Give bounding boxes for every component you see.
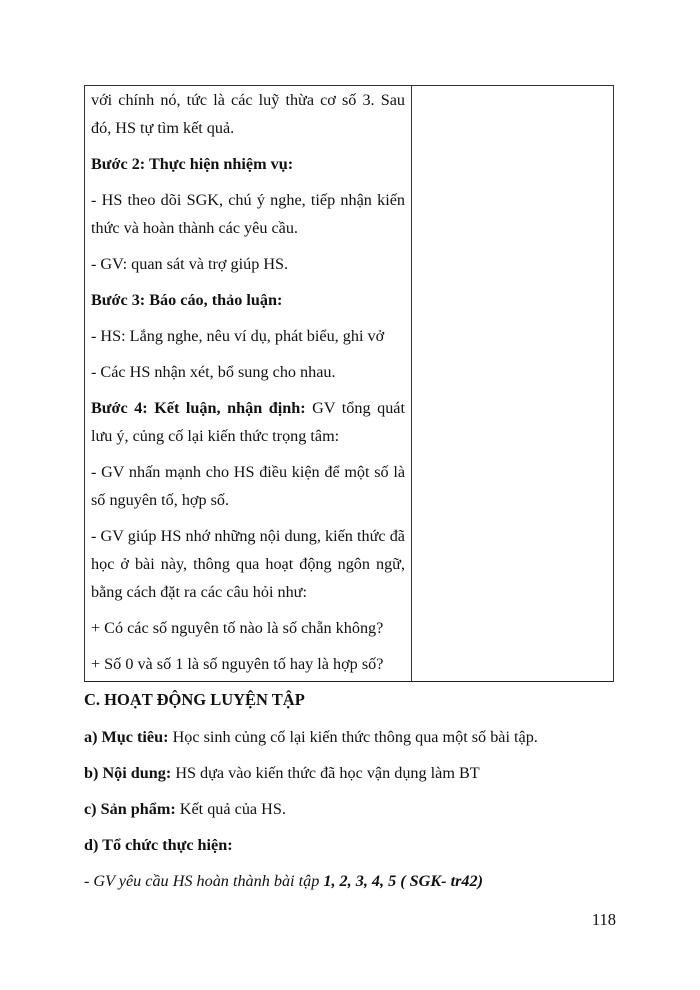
step3-heading-row <box>91 286 405 314</box>
step4-text: GV tổng quát lưu ý, củng cố lại kiến thức trọng tâm: <box>91 399 405 445</box>
question-2: + Số 0 và số 1 là số nguyên tố hay là hợp số? <box>91 655 384 673</box>
objective-line <box>84 723 624 751</box>
question-1: + Có các số nguyên tố nào là số chẵn không? <box>91 619 384 637</box>
section-title: C. HOẠT ĐỘNG LUYỆN TẬP <box>84 690 305 709</box>
task-text: - GV yêu cầu HS hoàn thành bài tập <box>84 872 324 890</box>
step4-paragraph <box>91 394 405 450</box>
task-exercises: 1, 2, 3, 4, 5 ( SGK- tr42) <box>323 872 483 890</box>
step2-item-2: - GV: quan sát và trợ giúp HS. <box>91 255 289 273</box>
step4-item-2: - GV giúp HS nhớ những nội dung, kiến thức đã học ở bài này, thông qua hoạt động ngôn ngữ, bằng cách đặt ra các câu hỏi như: <box>91 527 405 601</box>
page-number: 118 <box>591 910 616 929</box>
product-cell <box>412 86 613 681</box>
objective-text: Học sinh củng cố lại kiến thức thông qua một số bài tập. <box>168 728 538 746</box>
step3-item-1: - HS: Lắng nghe, nêu ví dụ, phát biểu, ghi vở <box>91 327 385 345</box>
organization-line <box>84 831 624 859</box>
step3-heading: Bước 3: Báo cáo, thảo luận: <box>91 291 283 309</box>
step2-heading-row <box>91 150 405 178</box>
step2-item-1: - HS theo dõi SGK, chú ý nghe, tiếp nhận kiến thức và hoàn thành các yêu cầu. <box>91 191 405 237</box>
organization-label: d) Tổ chức thực hiện: <box>84 836 233 854</box>
product-text: Kết quả của HS. <box>175 800 286 818</box>
content-text: HS dựa vào kiến thức đã học vận dụng làm BT <box>171 764 480 782</box>
product-line <box>84 795 624 823</box>
step4-item-1: - GV nhấn mạnh cho HS điều kiện để một số là số nguyên tố, hợp số. <box>91 463 405 509</box>
content-line <box>84 759 624 787</box>
content-label: b) Nội dung: <box>84 764 172 782</box>
step4-heading: Bước 4: Kết luận, nhận định: <box>91 399 306 417</box>
lesson-table <box>84 85 614 682</box>
product-label: c) Sản phẩm: <box>84 800 176 818</box>
intro-paragraph: với chính nó, tức là các luỹ thừa cơ số 3. Sau đó, HS tự tìm kết quả. <box>91 91 405 137</box>
step2-heading: Bước 2: Thực hiện nhiệm vụ: <box>91 155 294 173</box>
objective-label: a) Mục tiêu: <box>84 728 169 746</box>
step3-item-2: - Các HS nhận xét, bổ sung cho nhau. <box>91 363 336 381</box>
task-line <box>84 867 624 895</box>
activity-cell <box>85 86 412 681</box>
